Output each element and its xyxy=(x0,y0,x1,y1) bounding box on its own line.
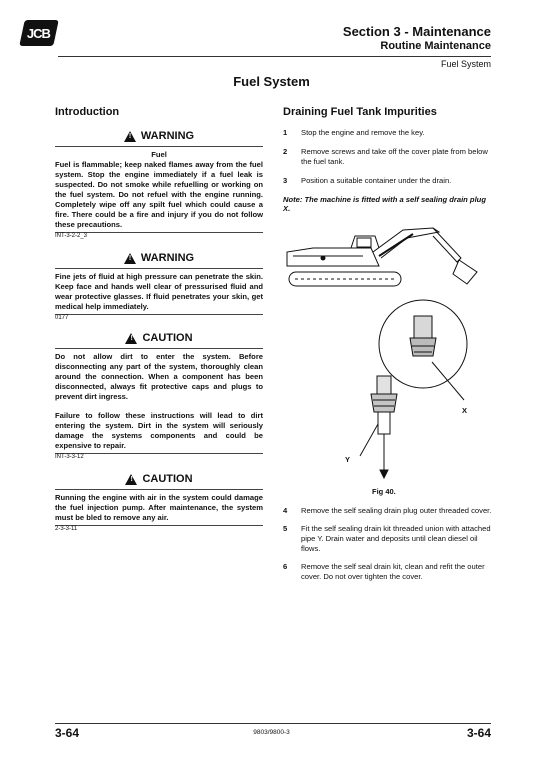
step-number: 3 xyxy=(283,176,288,185)
step-item xyxy=(283,506,493,516)
step-item xyxy=(283,147,493,167)
page-number-right: 3-64 xyxy=(466,726,491,740)
caution-dirt-box xyxy=(55,332,263,460)
page-number-left: 3-64 xyxy=(55,726,80,740)
label-x: X xyxy=(462,406,468,415)
step-text: Stop the engine and remove the key. xyxy=(301,128,425,137)
caution-icon: ! xyxy=(125,474,137,485)
caution-header xyxy=(55,473,263,485)
warning-label: WARNING xyxy=(140,252,195,264)
caution-text-2: Failure to follow these instructions will lead to dirt entering the system. Dirt in the system will seriously damage the systems components and could be expensive to repair. xyxy=(55,411,263,450)
drain-plug-illustration xyxy=(340,296,490,482)
step-text: Remove screws and take off the cover plate from below the fuel tank. xyxy=(301,147,488,166)
warning-label: WARNING xyxy=(140,130,195,142)
draining-heading: Draining Fuel Tank Impurities xyxy=(283,106,437,118)
reference-code: INT-3-2-2_3 xyxy=(55,233,88,239)
subsection-title: Routine Maintenance xyxy=(380,40,491,52)
steps-4-6 xyxy=(283,506,493,582)
warning-pressure-box xyxy=(55,252,263,321)
reference-code: INT-3-3-12 xyxy=(55,454,84,460)
reference-code: 0177 xyxy=(55,315,69,321)
step-number: 2 xyxy=(283,147,288,156)
step-number: 4 xyxy=(283,506,288,515)
steps-1-3 xyxy=(283,128,493,213)
document-number: 9803/9800-3 xyxy=(253,729,290,736)
page-title: Fuel System xyxy=(233,74,310,89)
step-item xyxy=(283,128,493,138)
step-number: 6 xyxy=(283,562,288,571)
divider xyxy=(55,268,263,269)
step-text: Remove the self sealing drain plug outer threaded cover. xyxy=(301,506,492,515)
note-text: Note: The machine is fitted with a self sealing drain plug X. xyxy=(283,195,486,213)
step-item xyxy=(283,176,493,186)
caution-air-box xyxy=(55,473,263,532)
caution-text: Running the engine with air in the system could damage the fuel injection pump. After maintenance, the system must be bled to remove any air. xyxy=(55,493,263,522)
divider xyxy=(55,146,263,147)
caution-label: CAUTION xyxy=(142,473,193,485)
excavator-illustration xyxy=(283,222,493,294)
divider xyxy=(55,348,263,349)
topic-label: Fuel System xyxy=(440,59,491,69)
warning-text: Fine jets of fluid at high pressure can penetrate the skin. Keep face and hands well clear of pressurised fluid and wear protective glasses. If fluid penetrates your skin, get medical help immediately. xyxy=(55,272,263,311)
warning-icon: ! xyxy=(124,253,136,264)
caution-label: CAUTION xyxy=(142,332,193,344)
divider xyxy=(55,489,263,490)
step-text: Position a suitable container under the drain. xyxy=(301,176,452,185)
step-text: Remove the self seal drain kit, clean and refit the outer cover. Do not over tighten the cover. xyxy=(301,562,485,581)
warning-icon: ! xyxy=(124,131,136,142)
caution-icon: ! xyxy=(125,333,137,344)
warning-header xyxy=(55,252,263,264)
footer-rule xyxy=(55,723,491,724)
warning-subtitle: Fuel xyxy=(151,150,167,159)
section-title: Section 3 - Maintenance xyxy=(342,24,491,39)
introduction-heading: Introduction xyxy=(55,106,120,118)
jcb-logo: JCB xyxy=(19,20,59,46)
caution-text: Do not allow dirt to enter the system. Before disconnecting any part of the system, thoroughly clean around the connection. When a component has been disconnected, always fit protective caps and plugs to prevent dirt ingress. xyxy=(55,352,263,401)
step-text: Fit the self sealing drain kit threaded union with attached pipe Y. Drain water and deposits until clean diesel oil flows. xyxy=(301,524,491,553)
step-number: 5 xyxy=(283,524,288,533)
step-number: 1 xyxy=(283,128,288,137)
header-rule xyxy=(58,56,491,57)
warning-header xyxy=(55,130,263,142)
label-y: Y xyxy=(345,455,351,464)
step-item xyxy=(283,562,493,582)
step-item xyxy=(283,524,493,554)
caution-header xyxy=(55,332,263,344)
warning-text: Fuel is flammable; keep naked flames away from the fuel system. Stop the engine immediately if a fuel leak is suspected. Do not smoke while refuelling or working on the fuel system. Do not refuel with the engine running. Completely wipe off any spilt fuel which could cause a fire. There could be a fire and injury if you do not follow these precautions. xyxy=(55,160,263,229)
warning-fuel-box xyxy=(55,130,263,239)
figure-caption: Fig 40. xyxy=(372,487,396,496)
reference-code: 2-3-3-11 xyxy=(55,526,78,532)
